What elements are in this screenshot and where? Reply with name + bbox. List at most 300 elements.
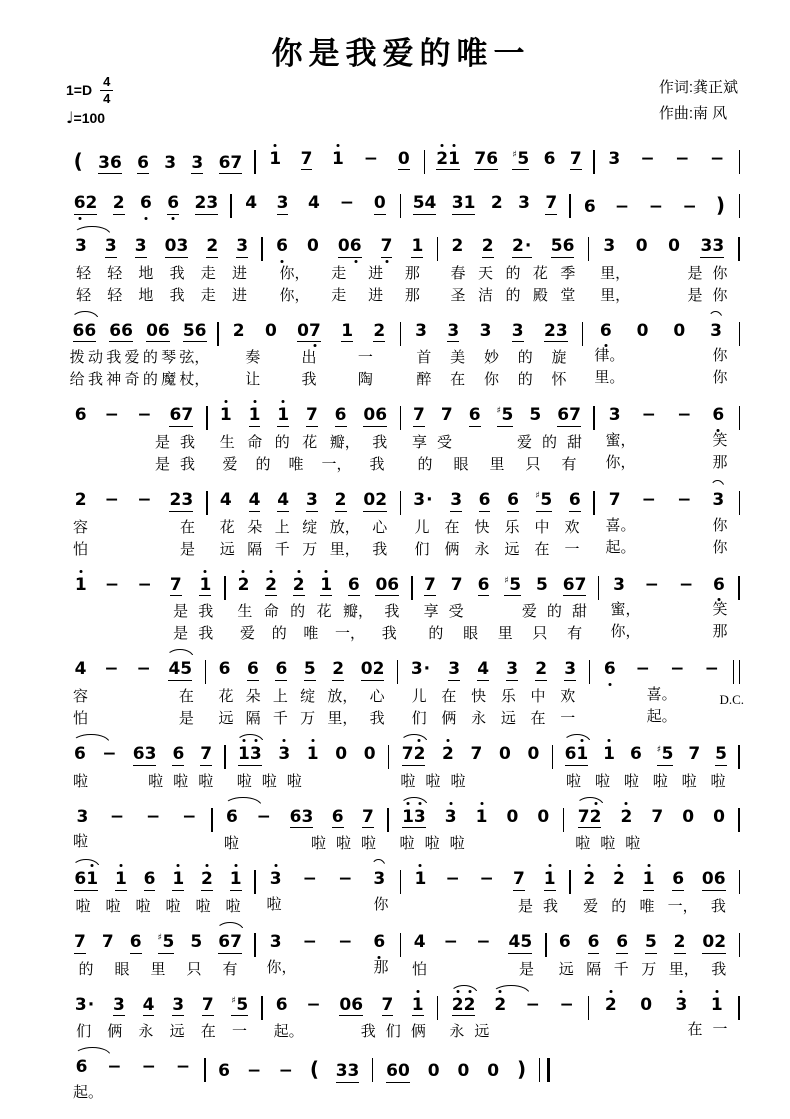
lyric-syllable: 我 bbox=[301, 371, 317, 389]
measure bbox=[595, 394, 739, 473]
lyric-syllable: 啦 bbox=[73, 772, 89, 790]
lyric-syllable: 一， bbox=[335, 625, 366, 643]
note: 3 bbox=[511, 320, 524, 341]
lyric-syllable: 儿 bbox=[414, 518, 430, 536]
note: 0 bbox=[427, 1061, 440, 1082]
double-barline bbox=[733, 660, 740, 684]
lyric-syllable: 欢 bbox=[560, 688, 576, 705]
note: 0 bbox=[713, 806, 725, 827]
measure bbox=[208, 479, 400, 560]
note: 3 bbox=[164, 152, 177, 173]
note: 33 bbox=[700, 235, 725, 256]
lyric-row bbox=[595, 431, 739, 451]
duration-dash: − bbox=[641, 405, 656, 426]
note: ♯5 bbox=[504, 574, 522, 595]
note: 6 bbox=[600, 322, 612, 341]
slur-arc bbox=[563, 734, 591, 743]
parenthesis: ( bbox=[73, 148, 83, 173]
lyric-syllable: 起。 bbox=[73, 1084, 104, 1102]
octave-dot-above bbox=[119, 864, 122, 867]
note: 3 bbox=[447, 320, 460, 341]
key-label: 1=D bbox=[66, 82, 93, 99]
lyric-syllable: 的 bbox=[517, 349, 533, 367]
measure bbox=[595, 138, 739, 173]
dc-mark: D.C. bbox=[719, 692, 744, 708]
lyric-syllable: 花 bbox=[532, 264, 548, 282]
note: 6 bbox=[347, 574, 360, 595]
octave-dot-above bbox=[325, 570, 328, 573]
lyric-row bbox=[401, 455, 593, 475]
notes-row bbox=[401, 394, 593, 431]
credits-block bbox=[659, 75, 740, 128]
note: 6 bbox=[137, 152, 149, 173]
notes-row bbox=[62, 796, 211, 831]
note: 1 bbox=[341, 320, 354, 341]
lyric-syllable: 一 bbox=[560, 710, 576, 727]
notes-row bbox=[389, 733, 551, 770]
composer-credit: 作曲:南 风 bbox=[658, 105, 728, 123]
duration-dash: − bbox=[677, 405, 692, 426]
measure bbox=[599, 564, 738, 643]
sharp-icon: ♯ bbox=[496, 406, 501, 417]
note: 06 bbox=[146, 320, 170, 341]
lyric-syllable: 喜。 bbox=[646, 686, 677, 703]
notes-row bbox=[62, 921, 254, 958]
note: 6 bbox=[568, 489, 581, 510]
duration-dash: − bbox=[137, 574, 152, 595]
octave-dot-above bbox=[311, 739, 314, 742]
duration-dash: − bbox=[640, 148, 655, 169]
notes-row bbox=[599, 564, 738, 599]
lyric-syllable: 魔 bbox=[161, 371, 177, 389]
music-line bbox=[62, 858, 740, 917]
lyric-syllable: 万 bbox=[641, 960, 657, 978]
lyric-syllable: 儿 bbox=[411, 688, 427, 705]
note: 3 bbox=[269, 932, 282, 953]
octave-dot-below bbox=[354, 260, 357, 263]
lyric-syllable: 你 bbox=[712, 538, 728, 556]
measure bbox=[62, 394, 206, 475]
lyric-syllable: 我 bbox=[710, 898, 726, 916]
note: 2 1 bbox=[436, 150, 460, 171]
duration-dash: − bbox=[136, 659, 151, 680]
measure bbox=[62, 479, 206, 560]
note: 0 bbox=[640, 994, 653, 1015]
note: 6 bbox=[129, 932, 142, 953]
lyric-syllable: 我 bbox=[369, 455, 385, 473]
measure bbox=[256, 858, 400, 915]
lyric-row bbox=[401, 433, 593, 453]
lyric-syllable: 怕 bbox=[73, 540, 89, 558]
music-line bbox=[62, 733, 740, 792]
lyric-row bbox=[208, 540, 400, 560]
measure bbox=[62, 225, 261, 306]
notes-row bbox=[571, 182, 739, 221]
slur-arc bbox=[72, 859, 100, 868]
lyric-syllable: 奏 bbox=[245, 349, 261, 367]
lyric-syllable: 爱 bbox=[516, 433, 532, 451]
lyric-syllable: 绽 bbox=[300, 688, 316, 705]
lyric-syllable: 那 bbox=[404, 286, 420, 304]
note: 1 bbox=[414, 870, 426, 889]
lyric-syllable: 远 bbox=[218, 710, 234, 727]
lyric-syllable: 在 bbox=[450, 371, 466, 389]
notes-row bbox=[62, 564, 224, 601]
lyric-syllable: 轻 bbox=[107, 264, 123, 282]
lyric-syllable: 快 bbox=[471, 688, 487, 705]
slur-arc bbox=[400, 734, 428, 743]
lyric-row bbox=[219, 348, 400, 368]
time-signature bbox=[100, 75, 113, 105]
barline bbox=[738, 808, 740, 832]
note: 2 bbox=[605, 996, 617, 1015]
octave-dot-above bbox=[274, 144, 277, 147]
note: 1 bbox=[411, 235, 424, 256]
lyric-syllable: 千 bbox=[613, 960, 629, 978]
note: 6 bbox=[629, 744, 642, 764]
lyric-syllable: 我 bbox=[542, 898, 558, 916]
note: 6 bbox=[713, 576, 725, 595]
note: 54 bbox=[412, 193, 437, 214]
note: 5 bbox=[715, 744, 727, 764]
note: 3 bbox=[278, 745, 290, 764]
lyric-row bbox=[547, 960, 739, 980]
note: 2 bbox=[621, 808, 633, 827]
song-title: 你是我爱的唯一 bbox=[271, 36, 531, 72]
note: 6 bbox=[247, 659, 259, 680]
octave-dot-above bbox=[480, 802, 483, 805]
barline bbox=[739, 150, 741, 174]
note: 5 bbox=[303, 659, 316, 680]
note: 7 bbox=[569, 148, 582, 169]
lyric-syllable: 是 bbox=[687, 264, 703, 282]
sharp-icon: ♯ bbox=[535, 490, 540, 501]
note: 6 bbox=[478, 489, 491, 510]
note: 67 bbox=[557, 405, 581, 426]
note: 4 bbox=[248, 489, 261, 510]
lyric-syllable: 在 bbox=[530, 710, 546, 727]
lyric-syllable: 我 bbox=[179, 455, 195, 473]
lyric-syllable: 啦 bbox=[594, 772, 610, 790]
note: 2 bbox=[613, 870, 625, 889]
sharp-icon: ♯ bbox=[157, 933, 162, 944]
lyric-syllable: 爱 bbox=[222, 455, 238, 473]
note: 2 bbox=[490, 193, 503, 214]
slur-arc bbox=[74, 1047, 112, 1056]
octave-dot-below bbox=[717, 598, 720, 601]
lyric-syllable: 啦 bbox=[195, 898, 211, 916]
note: 2 bbox=[673, 932, 686, 953]
lyric-row bbox=[599, 600, 738, 620]
measure bbox=[401, 394, 593, 475]
note: 2 bbox=[232, 320, 245, 341]
note: 06 bbox=[338, 237, 362, 258]
lyric-row bbox=[208, 455, 400, 475]
note: 1 bbox=[603, 745, 615, 764]
measure bbox=[547, 921, 739, 980]
note: 3 bbox=[236, 235, 249, 256]
music-line bbox=[62, 796, 740, 855]
lyric-row bbox=[226, 772, 388, 792]
note: 36 bbox=[98, 152, 122, 173]
lyric-syllable: 有 bbox=[561, 455, 577, 473]
lyric-syllable: 在 bbox=[687, 1021, 703, 1039]
sharp-icon: ♯ bbox=[656, 745, 662, 755]
lyric-syllable: 花 bbox=[316, 603, 332, 621]
music-line bbox=[62, 1046, 740, 1103]
lyric-syllable: 怕 bbox=[73, 710, 89, 727]
lyric-syllable: 我 bbox=[198, 625, 214, 643]
lyric-row bbox=[219, 370, 400, 390]
note: 31 bbox=[451, 193, 476, 214]
measure bbox=[213, 796, 387, 855]
lyric-syllable: 放， bbox=[329, 518, 360, 536]
lyric-syllable: 唯 bbox=[303, 625, 319, 643]
note: 0 bbox=[682, 806, 695, 827]
note: 7 bbox=[300, 148, 313, 169]
lyric-syllable: 是 bbox=[687, 286, 703, 304]
octave-dot-above bbox=[588, 864, 591, 867]
duration-dash: − bbox=[306, 994, 321, 1015]
lyric-syllable: 奇 bbox=[124, 371, 140, 389]
lyric-row bbox=[589, 264, 738, 284]
duration-dash: − bbox=[256, 806, 271, 827]
lyric-syllable: 啦 bbox=[625, 835, 641, 853]
note: 3 bbox=[305, 489, 318, 510]
octave-dot-above bbox=[416, 990, 419, 993]
slur-arc bbox=[492, 985, 530, 994]
lyric-syllable: 你 bbox=[483, 371, 499, 389]
measure bbox=[398, 648, 588, 729]
lyric-row bbox=[226, 602, 411, 622]
note: 67 bbox=[218, 152, 243, 173]
note: 3 bbox=[518, 193, 530, 214]
note: 56 bbox=[182, 320, 207, 341]
note: 1 bbox=[711, 996, 723, 1015]
slur-arc bbox=[216, 922, 244, 931]
notes-row bbox=[62, 479, 206, 516]
slur-arc bbox=[708, 311, 723, 320]
lyric-syllable: 那 bbox=[373, 958, 389, 976]
note: 4 bbox=[74, 659, 87, 680]
octave-dot-above bbox=[609, 990, 612, 993]
lyric-syllable: 我 bbox=[372, 540, 388, 558]
lyric-syllable: 万 bbox=[302, 540, 318, 558]
duration-dash: − bbox=[104, 574, 120, 595]
lyric-syllable: 一 bbox=[712, 1021, 728, 1039]
lyric-syllable: 只 bbox=[525, 455, 541, 473]
lyric-syllable: 享 bbox=[423, 603, 439, 621]
note: 66 bbox=[73, 322, 97, 343]
note: 2 bbox=[293, 576, 305, 597]
final-barline bbox=[539, 1058, 550, 1082]
lyric-syllable: 的 bbox=[274, 433, 290, 451]
note: 2 bbox=[201, 870, 213, 891]
lyric-syllable: 生 bbox=[237, 603, 253, 621]
lyric-row bbox=[206, 687, 396, 707]
note: 1 3 bbox=[402, 808, 426, 829]
note: 3 bbox=[270, 870, 282, 889]
music-line bbox=[62, 984, 740, 1043]
note: 5 bbox=[644, 932, 657, 953]
duration-dash: − bbox=[677, 489, 692, 510]
octave-dot-above bbox=[282, 400, 285, 403]
lyric-syllable: 眼 bbox=[463, 625, 479, 643]
notes-row bbox=[208, 394, 400, 431]
lyric-syllable: 隔 bbox=[247, 540, 263, 558]
measure bbox=[62, 648, 205, 729]
lyric-syllable: 远 bbox=[169, 1023, 185, 1041]
octave-dot-above bbox=[274, 864, 277, 867]
octave-dot-above bbox=[177, 864, 180, 867]
note: 5 bbox=[529, 405, 542, 426]
notes-row bbox=[583, 310, 738, 345]
lyric-syllable: 的 bbox=[417, 455, 433, 473]
note: 0 bbox=[498, 744, 511, 764]
note: 0 bbox=[264, 320, 277, 341]
octave-dot-above bbox=[419, 864, 422, 867]
note: 3 bbox=[710, 322, 722, 341]
note: 2 bbox=[481, 235, 494, 256]
lyric-syllable: 我 bbox=[369, 710, 385, 727]
lyric-syllable: 唯 bbox=[288, 455, 304, 473]
note: 1 bbox=[269, 150, 281, 169]
lyric-syllable: 我 bbox=[179, 433, 195, 451]
note: 7 bbox=[688, 744, 701, 764]
note: 6 bbox=[276, 237, 288, 256]
notes-row bbox=[62, 858, 254, 895]
lyric-syllable: 里， bbox=[600, 286, 631, 304]
lyric-syllable: 啦 bbox=[236, 772, 252, 790]
note: 2 bbox=[535, 659, 548, 680]
lyric-row bbox=[62, 370, 217, 390]
note: 6 bbox=[331, 806, 344, 827]
slur-arc bbox=[576, 797, 604, 806]
lyric-syllable: 妙 bbox=[483, 349, 499, 367]
note: 2 bbox=[334, 489, 347, 510]
music-line bbox=[62, 394, 740, 475]
lyric-syllable: 们 bbox=[385, 1023, 401, 1041]
octave-dot-above bbox=[204, 570, 207, 573]
note: 3 bbox=[415, 320, 428, 341]
header-meta-row bbox=[62, 75, 740, 128]
lyric-syllable: 享 bbox=[412, 433, 428, 451]
lyric-syllable: 啦 bbox=[286, 772, 302, 790]
lyric-row bbox=[62, 455, 206, 475]
note: 1 bbox=[307, 745, 319, 764]
notes-row bbox=[62, 225, 261, 262]
note: 3 bbox=[112, 994, 125, 1015]
octave-dot-below bbox=[313, 344, 316, 347]
lyric-row bbox=[589, 286, 738, 306]
note: 3 bbox=[450, 489, 463, 510]
barline bbox=[738, 996, 740, 1020]
lyric-row bbox=[599, 622, 738, 642]
augmentation-dot: · bbox=[423, 659, 431, 680]
lyric-syllable: 命 bbox=[247, 433, 263, 451]
notes-row bbox=[595, 394, 739, 429]
note: 4 bbox=[477, 659, 490, 680]
note: 6 bbox=[172, 744, 185, 764]
lyric-syllable: 里。 bbox=[594, 369, 625, 387]
note: 6 bbox=[477, 574, 490, 595]
lyric-syllable: 在 bbox=[200, 1023, 216, 1041]
octave-dot-above bbox=[270, 570, 273, 573]
duration-dash: − bbox=[476, 932, 491, 953]
octave-dot-above bbox=[297, 570, 300, 573]
lyric-syllable: 走 bbox=[331, 286, 347, 304]
note: 60 bbox=[386, 1061, 410, 1082]
notes-row bbox=[401, 310, 582, 347]
lyric-syllable: 上 bbox=[274, 518, 290, 536]
lyric-syllable: 走 bbox=[200, 264, 216, 282]
duration-dash: − bbox=[670, 659, 685, 680]
lyric-syllable: 一 bbox=[231, 1023, 247, 1041]
lyric-syllable: 花 bbox=[219, 518, 235, 536]
notes-row bbox=[263, 225, 437, 262]
note: 0 bbox=[635, 235, 648, 256]
note: 7 bbox=[305, 405, 318, 426]
lyric-syllable: 醉 bbox=[416, 371, 432, 389]
lyric-syllable: 我 bbox=[372, 433, 388, 451]
lyric-syllable: 的 bbox=[517, 371, 533, 389]
lyric-syllable: 们 bbox=[414, 540, 430, 558]
note: 7 bbox=[101, 932, 114, 953]
note: 6 bbox=[140, 194, 152, 213]
lyric-row bbox=[263, 264, 437, 284]
notes-row bbox=[62, 310, 217, 347]
lyric-syllable: 我 bbox=[360, 1023, 376, 1041]
lyric-syllable: 瓣， bbox=[329, 433, 360, 451]
duration-dash: − bbox=[445, 869, 460, 890]
note: 6 bbox=[76, 1058, 88, 1077]
note: 2 bbox=[238, 576, 250, 595]
lyric-syllable: 的 bbox=[505, 264, 521, 282]
measure bbox=[62, 733, 224, 792]
measure bbox=[263, 984, 437, 1043]
note: 06 bbox=[363, 405, 388, 426]
note: 2 bbox=[442, 745, 454, 764]
measure bbox=[438, 984, 587, 1043]
lyric-syllable: 永 bbox=[138, 1023, 154, 1041]
lyric-syllable: 只 bbox=[186, 960, 202, 978]
note: 6 bbox=[275, 994, 288, 1015]
octave-dot-below bbox=[281, 260, 284, 263]
lyric-syllable: 季 bbox=[560, 264, 576, 282]
note: 61 bbox=[74, 870, 98, 891]
duration-dash: − bbox=[479, 869, 494, 890]
lyric-syllable: 啦 bbox=[336, 835, 352, 853]
note: 3 bbox=[608, 405, 621, 426]
lyric-syllable: 啦 bbox=[399, 835, 415, 853]
lyric-syllable: 是 bbox=[517, 898, 533, 916]
notes-row bbox=[595, 138, 739, 173]
lyric-syllable: 上 bbox=[272, 688, 288, 705]
measure bbox=[595, 479, 739, 558]
notes-row bbox=[206, 1046, 372, 1087]
duration-dash: − bbox=[137, 405, 152, 426]
lyric-row bbox=[401, 897, 569, 917]
duration-dash: − bbox=[644, 574, 659, 595]
lyric-syllable: 的 bbox=[546, 603, 562, 621]
lyric-syllable: 啦 bbox=[449, 835, 465, 853]
note: 2 bbox=[583, 870, 595, 889]
lyric-syllable: 轻 bbox=[76, 264, 92, 282]
notes-row bbox=[62, 1046, 204, 1081]
note: 1 bbox=[332, 150, 344, 169]
note: 0 bbox=[636, 320, 649, 341]
music-line bbox=[62, 225, 740, 306]
